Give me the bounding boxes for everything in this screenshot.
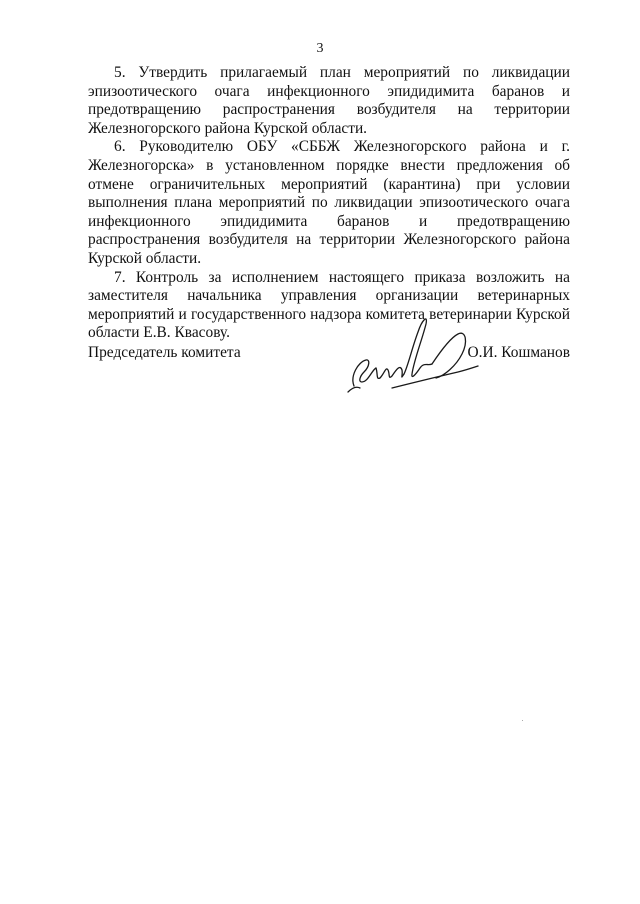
paragraph-item-7: 7. Контроль за исполнением настоящего приказа возложить на заместителя начальника управления организации ветеринарных мероприятий и государственного надзора комитета ветеринарии Курской области Е.В. Квасову. xyxy=(88,268,570,342)
page-number: 3 xyxy=(316,41,324,56)
document-body xyxy=(88,64,570,343)
signer-title: Председатель комитета xyxy=(88,344,241,361)
paragraph-item-6: 6. Руководителю ОБУ «СББЖ Железногорского района и г. Железногорска» в установленном порядке внести предложения об отмене ограничительных мероприятий (карантина) при условии выполнения плана мероприятий по ликвидации эпизоотического очага инфекционного эпидидимита баранов и предотвращению распространения возбудителя на территории Железногорского района Курской области. xyxy=(88,138,570,267)
paragraph-item-5: 5. Утвердить прилагаемый план мероприятий по ликвидации эпизоотического очага инфекционного эпидидимита баранов и предотвращению распространения возбудителя на территории Железногорского района Курской области. xyxy=(88,64,570,137)
signer-name: О.И. Кошманов xyxy=(467,344,570,361)
signature-block xyxy=(88,344,570,368)
scan-speck xyxy=(522,720,523,721)
